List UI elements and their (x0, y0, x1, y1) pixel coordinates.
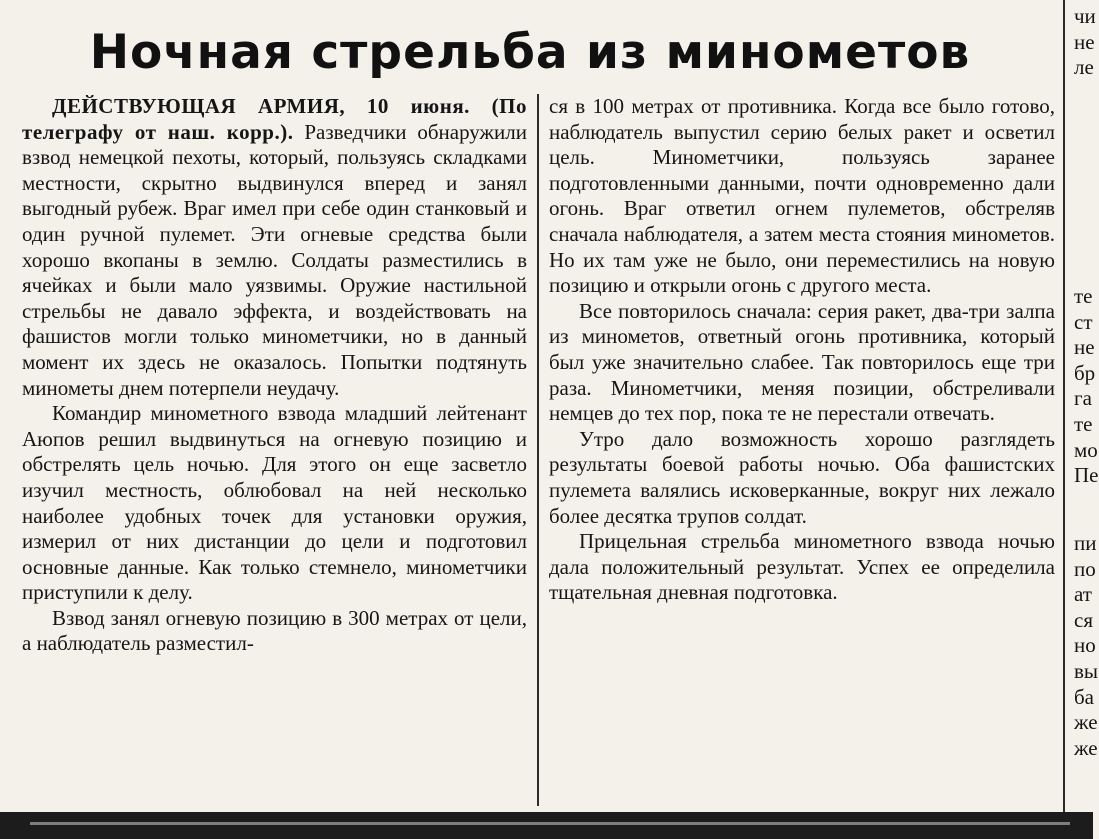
fragment-line: вы (1074, 658, 1099, 683)
paragraph-1-body: Разведчики обнаружили взвод немецкой пехоты, который, пользуясь складками местности, скрытно выдвинулся вперед и занял выгодный рубеж. Враг имел при себе один станковый и один ручной пулемет. Эти огневые средства были хорошо вкопаны в землю. Солдаты разместились в ячейках и были мало уязвимы. Оружие настильной стрельбы не давало эффекта, и воздействовать на фашистов могли только минометчики, но в данный момент их здесь не оказалось. Попытки подтянуть минометы днем потерпели неудачу. (22, 119, 527, 400)
fragment-line: мо (1074, 437, 1098, 462)
fragment-line: не (1074, 29, 1095, 54)
fragment-line: же (1074, 710, 1098, 735)
fragment-line: ле (1074, 55, 1094, 80)
fragment-line: пи (1074, 531, 1097, 555)
fragment-line: те (1074, 411, 1093, 436)
paragraph-4: Все повторилось сначала: серия ракет, два-три залпа из минометов, ответный огонь противника, который был уже значительно слабее. Так повторилось еще три раза. Минометчики, меняя позиции, обстреливали немцев до тех пор, пока те не перестали отвечать. (549, 298, 1055, 426)
paragraph-3-continued: ся в 100 метрах от противника. Когда все было готово, наблюдатель выпустил серию белых ракет и осветил цель. Минометчики, пользуясь заранее подготовленными данными, почти одновременно дали огонь. Враг ответил огнем пулеметов, обстреляв сначала наблюдателя, а затем места стояния минометов. Но их там уже не было, они переместились на новую позицию и открыли огонь с другого места. (549, 94, 1055, 298)
article-column-1 (22, 94, 527, 810)
fragment-line: ст (1074, 309, 1093, 334)
paragraph-2: Командир минометного взвода младший лейтенант Аюпов решил выдвинуться на огневую позицию и обстрелять цель ночью. Для этого он еще засветло изучил местность, облюбовал на ней несколько наиболее удобных точек для установки оружия, измерил от них дистанции до цели и подготовил основные данные. Как только стемнело, минометчики приступили к делу. (22, 401, 527, 605)
fragment-line: но (1074, 633, 1096, 658)
fragment-line: по (1074, 556, 1096, 581)
adjacent-column-fragment (1074, 284, 1099, 489)
paragraph-1 (22, 94, 527, 401)
article-column-2 (549, 94, 1055, 810)
fragment-line: ба (1074, 684, 1095, 709)
paragraph-3-start: Взвод занял огневую позицию в 300 метрах от цели, а наблюдатель разместил- (22, 605, 527, 656)
fragment-line: ся (1074, 607, 1093, 632)
fragment-line: те (1074, 284, 1093, 308)
column-divider (537, 94, 539, 806)
fragment-line: бр (1074, 360, 1096, 385)
fragment-line: га (1074, 386, 1092, 411)
fragment-line: ат (1074, 582, 1092, 607)
bottom-border-stripe (30, 822, 1070, 825)
adjacent-column-fragment (1074, 531, 1099, 761)
bottom-border-rule (0, 812, 1093, 839)
paragraph-6: Прицельная стрельба минометного взвода ночью дала положительный результат. Успех ее определила тщательная дневная подготовка. (549, 529, 1055, 605)
adjacent-column-fragment (1074, 4, 1096, 81)
fragment-line: не (1074, 335, 1095, 360)
dateline: ДЕЙСТВУЮЩАЯ АРМИЯ, 10 июня. (По телеграфу от наш. корр.). (22, 94, 527, 144)
column-divider (1063, 0, 1065, 812)
article-headline: Ночная стрельба из минометов (89, 25, 971, 80)
fragment-line: чи (1074, 4, 1096, 28)
fragment-line: Пе (1074, 463, 1099, 488)
fragment-line: же (1074, 735, 1098, 760)
paragraph-5: Утро дало возможность хорошо разглядеть результаты боевой работы ночью. Оба фашистских пулемета валялись исковерканные, вокруг них лежало более десятка трупов солдат. (549, 426, 1055, 528)
